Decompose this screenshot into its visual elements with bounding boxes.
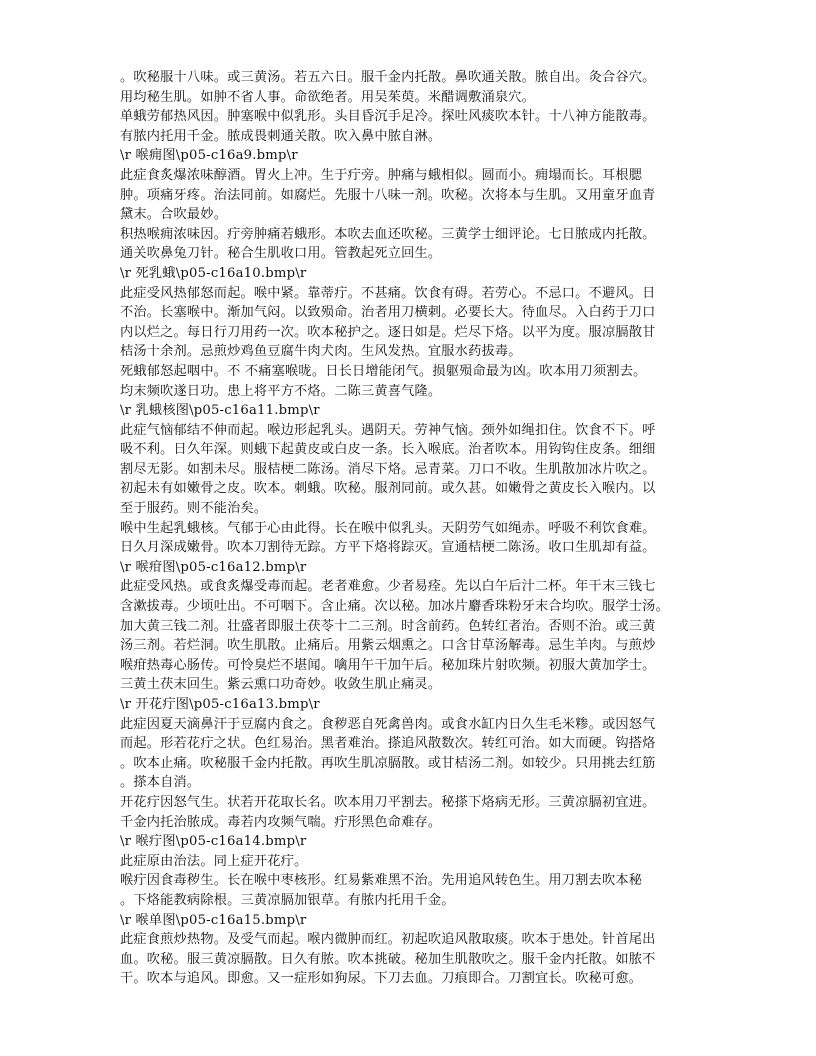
text-line: 喉疔因食毒秽生。长在喉中枣核形。红易紫难黑不治。先用追风转色生。用刀割去吹本秘 <box>120 873 643 889</box>
text-line: 内以烂之。每日行刀用药一次。吹本秘护之。逐日如是。烂尽下烙。以平为度。服凉膈散甘 <box>120 324 656 340</box>
figure-reference: \r 开花疔图\p05-c16a13.bmp\r <box>120 697 320 712</box>
text-line: 喉疳热毒心肠传。可怜臭烂不堪闻。噙用午干加午后。秘加珠片射吹频。初服大黄加学士。 <box>120 657 656 673</box>
figure-reference: \r 乳蛾核图\p05-c16a11.bmp\r <box>120 403 320 419</box>
text-line: 汤三剂。若烂洞。吹生肌散。止痛后。用紫云烟熏之。口含甘草汤解毒。忌生羊肉。与煎炒 <box>120 638 656 654</box>
text-line: 死蛾郁怒起咽中。不 不痛塞喉咙。日长日增能闭气。损躯殒命最为凶。吹本用刀须割去。 <box>120 363 647 379</box>
text-line: 此症原由治法。同上症开花疔。 <box>120 853 308 869</box>
text-line: 黛末。合吹最妙。 <box>120 207 228 223</box>
text-line: 桔汤十余剂。忌煎炒鸡鱼豆腐牛肉犬肉。生风发热。宜服水药拔毒。 <box>120 344 522 360</box>
text-line: 用均秘生肌。如肿不省人事。命欲绝者。用吴茱萸。米醋调敷涌泉穴。 <box>120 89 536 105</box>
text-line: 初起未有如嫩骨之皮。吹本。刺蛾。吹秘。服剂同前。或久甚。如嫩骨之黄皮长入喉内。以 <box>120 481 656 497</box>
text-line: 。搽本自消。 <box>120 775 201 791</box>
text-line: 积热喉痈浓味因。疔旁肿痛若蛾形。本吹去血还吹秘。三黄学士细评论。七日脓成内托散。 <box>120 226 656 242</box>
text-line: 此症受风热。或食炙爆受毒而起。老者难愈。少者易痊。先以白午后汁二杯。年干末三钱七 <box>120 579 656 595</box>
text-line: 单蛾劳郁热风因。肿塞喉中似乳形。头目昏沉手足冷。探吐风痰吹本针。十八神方能散毒。 <box>120 109 656 125</box>
text-line: 通关吹鼻兔刀针。秘合生肌收口用。管教起死立回生。 <box>120 246 442 262</box>
text-line: 喉中生起乳蛾核。气郁于心由此得。长在喉中似乳头。天阴劳气如绳赤。呼吸不利饮食难。 <box>120 520 656 536</box>
text-line: 此症食炙爆浓味醇酒。胃火上冲。生于疔旁。肿痛与蛾相似。圆而小。痈塌而长。耳根腮 <box>120 167 643 183</box>
text-line: 有脓内托用千金。脓成畏刺通关散。吹入鼻中脓自淋。 <box>120 128 442 144</box>
text-line: 不治。长塞喉中。渐加气闷。以致殒命。治者用刀横剌。必要长大。待血尽。入白药于刀口 <box>120 305 656 321</box>
text-line: 千金内托治脓成。毒若内攻频气喘。疔形黑色命难存。 <box>120 814 442 830</box>
text-line: 开花疔因怒气生。状若开花取长名。吹本用刀平割去。秘搽下烙病无形。三黄凉膈初宜进。 <box>120 794 656 810</box>
text-line: 吸不利。日久年深。则蛾下起黄皮或白皮一条。长入喉底。治者吹本。用钩钩住皮条。细细 <box>120 442 656 458</box>
figure-reference: \r 喉疔图\p05-c16a14.bmp\r <box>120 834 307 850</box>
text-line: 。下烙能教病除根。三黄凉膈加银草。有脓内托用千金。 <box>120 892 455 908</box>
text-line: 而起。形若花疔之状。色红易治。黑者难治。搽追风散数次。转红可治。如大而硬。钩搭烙 <box>120 736 656 752</box>
figure-reference: \r 喉痈图\p05-c16a9.bmp\r <box>120 148 298 164</box>
text-line: 此症食煎炒热物。及受气而起。喉内微肿而红。初起吹追风散取痰。吹本于患处。针首尾出 <box>120 932 656 948</box>
text-line: 。吹秘服十八味。或三黄汤。若五六日。服千金内托散。鼻吹通关散。脓自出。灸合谷穴。 <box>120 70 656 85</box>
figure-reference: \r 喉单图\p05-c16a15.bmp\r <box>120 912 307 928</box>
text-line: 肿。项痛牙疼。治法同前。如腐烂。先服十八味一剂。吹秘。次将本与生肌。又用童牙血青 <box>120 187 656 203</box>
text-line: 三黄土茯末回生。紫云熏口功奇妙。收敛生肌止痛灵。 <box>120 677 442 693</box>
text-line: 此症因夏天滴鼻汗于豆腐内食之。食秽恶自死禽兽肉。或食水缸内日久生毛米糁。或因怒气 <box>120 716 656 732</box>
text-line: 此症受风热郁怒而起。喉中紧。靠蒂疔。不甚痛。饮食有碍。若劳心。不忌口。不避风。日 <box>120 285 656 301</box>
document-body <box>120 68 690 989</box>
figure-reference: \r 死乳蛾\p05-c16a10.bmp\r <box>120 265 307 281</box>
text-line: 割尽无影。如割未尽。服桔梗二陈汤。消尽下烙。忌青菜。刀口不收。生肌散加冰片吹之。 <box>120 461 656 477</box>
text-line: 均末频吹遂日功。患上将平方不烙。二陈三黄喜气隆。 <box>120 383 442 399</box>
text-line: 。吹本止痛。吹秘服千金内托散。再吹生肌凉膈散。或甘桔汤二剂。如较少。只用挑去红筋 <box>120 755 656 771</box>
figure-reference: \r 喉疳图\p05-c16a12.bmp\r <box>120 559 307 575</box>
text-line: 日久月深成嫩骨。吹本刀割待无踪。方平下烙将踪灭。宣通桔梗二陈汤。收口生肌却有益。 <box>120 540 656 556</box>
text-line: 干。吹本与追风。即愈。又一症形如狗尿。下刀去血。刀痕即合。刀割宜长。吹秘可愈。 <box>120 971 643 987</box>
text-line: 至于服药。则不能治矣。 <box>120 501 268 517</box>
text-line: 含漱拔毒。少顷吐出。不可咽下。含止痛。次以秘。加冰片麝香珠粉牙末合均吹。服学士汤。 <box>120 599 669 615</box>
text-line: 此症气恼郁结不伸而起。喉边形起乳头。遇阴天。劳神气恼。颈外如绳扣住。饮食不下。呼 <box>120 422 656 438</box>
text-line: 加大黄三钱二剂。壮盛者即服土茯苓十二三剂。时含前药。色转红者治。否则不治。或三黄 <box>120 618 656 634</box>
text-line: 血。吹秘。服三黄凉膈散。日久有脓。吹本挑破。秘加生肌散吹之。服千金内托散。如脓不 <box>120 951 656 967</box>
